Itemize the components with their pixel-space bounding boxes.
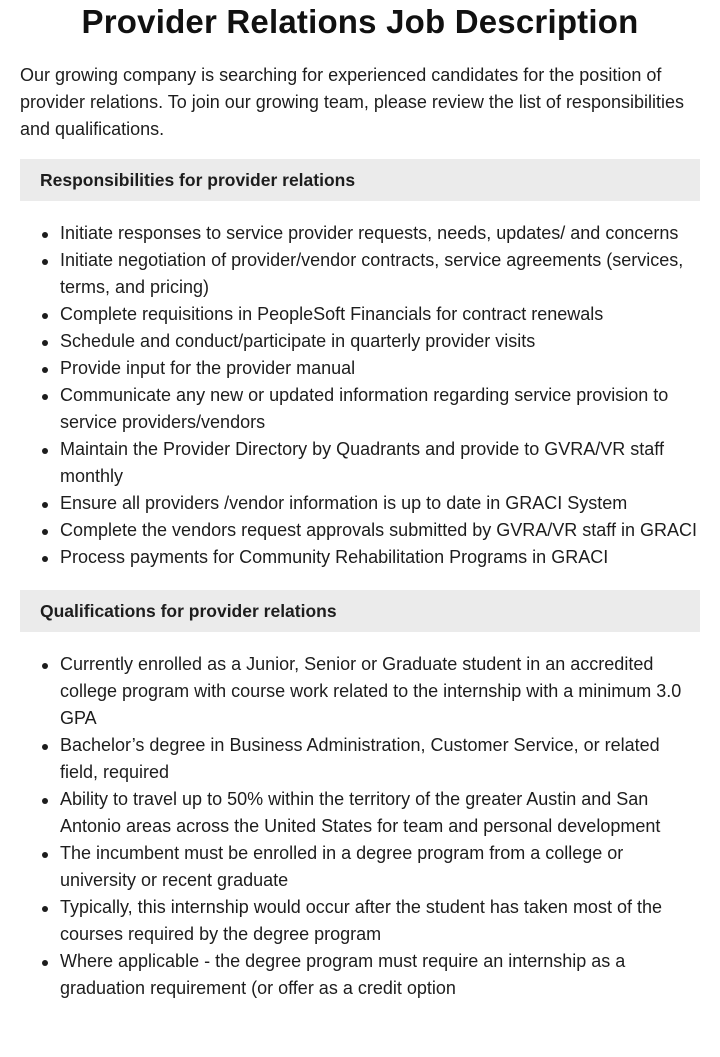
list-item: Initiate responses to service provider requests, needs, updates/ and concerns [60,220,700,247]
page-title: Provider Relations Job Description [81,3,639,40]
qualifications-heading: Qualifications for provider relations [20,590,700,632]
list-item: Where applicable - the degree program must require an internship as a graduation requirement (or offer as a credit option [60,948,700,1002]
list-item: Initiate negotiation of provider/vendor contracts, service agreements (services, terms, and pricing) [60,247,700,301]
responsibilities-heading: Responsibilities for provider relations [20,159,700,201]
list-item: Communicate any new or updated information regarding service provision to service providers/vendors [60,382,700,436]
list-item: Complete requisitions in PeopleSoft Financials for contract renewals [60,301,700,328]
qualifications-list [20,651,700,1002]
list-item: Typically, this internship would occur after the student has taken most of the courses required by the degree program [60,894,700,948]
list-item: Schedule and conduct/participate in quarterly provider visits [60,328,700,355]
list-item: Currently enrolled as a Junior, Senior or Graduate student in an accredited college program with course work related to the internship with a minimum 3.0 GPA [60,651,700,732]
list-item: Complete the vendors request approvals submitted by GVRA/VR staff in GRACI [60,517,700,544]
list-item: Maintain the Provider Directory by Quadrants and provide to GVRA/VR staff monthly [60,436,700,490]
list-item: The incumbent must be enrolled in a degree program from a college or university or recent graduate [60,840,700,894]
list-item: Ensure all providers /vendor information is up to date in GRACI System [60,490,700,517]
intro-paragraph: Our growing company is searching for experienced candidates for the position of provider relations. To join our growing team, please review the list of responsibilities and qualifications. [20,65,684,139]
list-item: Process payments for Community Rehabilitation Programs in GRACI [60,544,700,571]
list-item: Bachelor’s degree in Business Administration, Customer Service, or related field, required [60,732,700,786]
list-item: Provide input for the provider manual [60,355,700,382]
list-item: Ability to travel up to 50% within the territory of the greater Austin and San Antonio areas across the United States for team and personal development [60,786,700,840]
responsibilities-list [20,220,700,571]
